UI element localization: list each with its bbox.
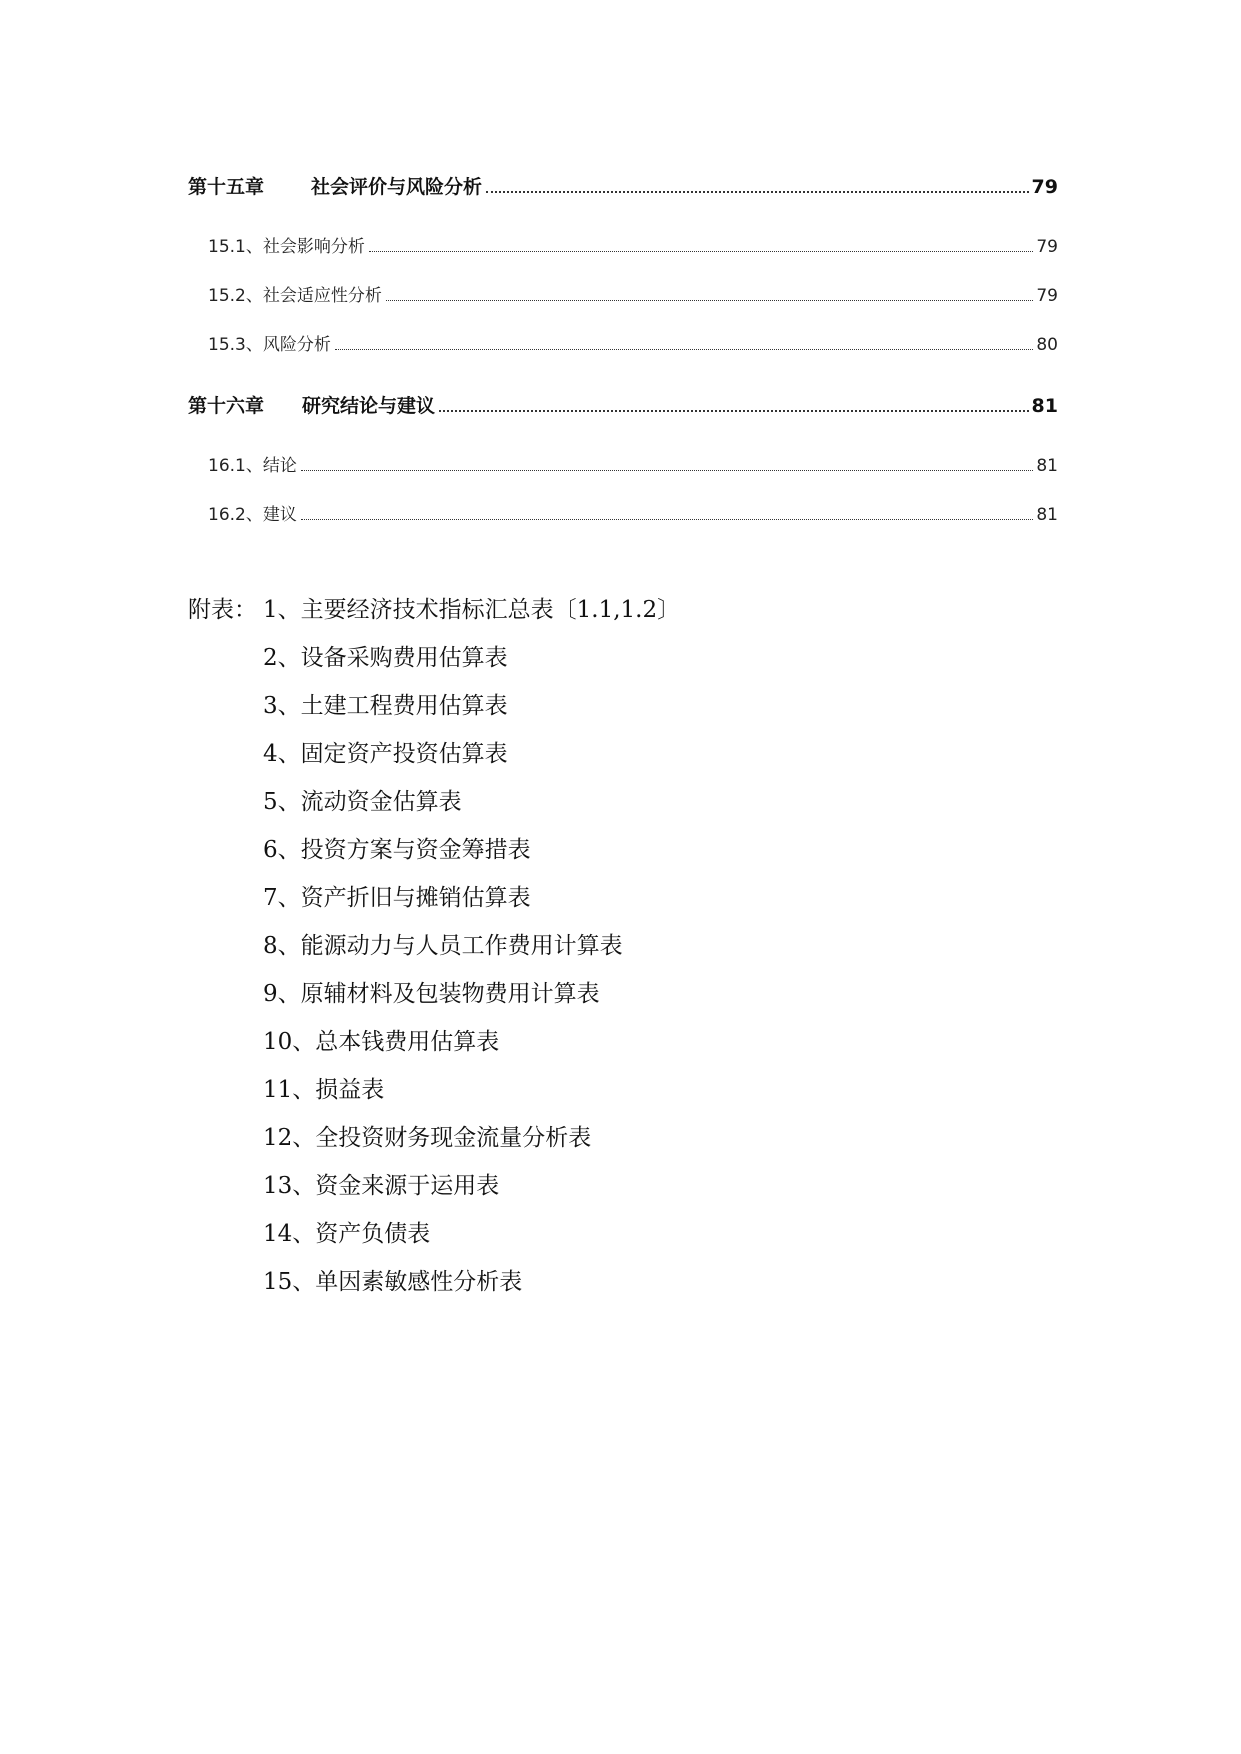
toc-section-16-2[interactable] [188,500,1058,525]
appendix-item [188,1162,680,1210]
toc-section-number: 15.3、 [208,335,263,355]
toc-chapter-title: 研究结论与建议 [302,395,436,417]
toc-section-number: 15.2、 [208,286,263,306]
appendix-item [188,970,680,1018]
toc-leader-dots [369,251,1034,252]
toc-chapter-title: 社会评价与风险分析 [311,176,483,198]
toc-section-16-1[interactable] [188,451,1058,476]
appendix-item [188,586,680,634]
toc-page-number: 81 [1036,505,1058,525]
appendix-item [188,1258,680,1306]
appendix-item-text: 8、能源动力与人员工作费用计算表 [263,933,623,959]
appendix-item-text: 5、流动资金估算表 [263,789,462,815]
toc-page-number: 79 [1036,286,1058,306]
appendix-item-text: 9、原辅材料及包装物费用计算表 [263,981,600,1007]
appendix-item-text: 12、全投资财务现金流量分析表 [263,1125,592,1151]
appendix-item [188,634,680,682]
appendix-item-text: 4、固定资产投资估算表 [263,741,508,767]
appendix-item-text: 15、单因素敏感性分析表 [263,1269,523,1295]
appendix-item-text: 2、设备采购费用估算表 [263,645,508,671]
appendix-item [188,922,680,970]
toc-page-number: 79 [1031,176,1058,198]
appendix-item-text: 6、投资方案与资金筹措表 [263,837,531,863]
toc-leader-dots [386,300,1034,301]
toc-section-title: 建议 [262,505,297,525]
toc-chapter-16[interactable] [188,391,1058,418]
appendix-item [188,1114,680,1162]
toc-section-15-2[interactable] [188,281,1058,306]
appendix-item [188,730,680,778]
toc-section-15-1[interactable] [188,232,1058,257]
toc-section-title: 社会影响分析 [262,237,365,257]
appendix-item-text: 13、资金来源于运用表 [263,1173,500,1199]
toc-section-title: 社会适应性分析 [262,286,382,306]
toc-section-number: 16.2、 [208,505,263,525]
toc-leader-dots [301,519,1034,520]
toc-section-title: 结论 [262,456,297,476]
toc-section-title: 风险分析 [262,335,331,355]
toc-leader-dots [439,410,1029,412]
appendix-item [188,1066,680,1114]
toc-chapter-number: 第十六章 [188,395,265,417]
toc-page-number: 79 [1036,237,1058,257]
appendix-item [188,682,680,730]
toc-page-number: 81 [1031,395,1058,417]
toc-leader-dots [486,191,1029,193]
appendix-list [188,586,680,1306]
appendix-item [188,778,680,826]
toc-chapter-number: 第十五章 [188,176,265,198]
appendix-item [188,826,680,874]
toc-leader-dots [335,349,1034,350]
appendix-item-text: 10、总本钱费用估算表 [263,1029,500,1055]
appendix-label: 附表： [188,597,257,623]
appendix-item-text: 7、资产折旧与摊销估算表 [263,885,531,911]
appendix-item-text: 14、资产负债表 [263,1221,431,1247]
appendix-item-text: 11、损益表 [263,1077,385,1103]
toc-page-number: 80 [1036,335,1058,355]
appendix-item-text: 3、土建工程费用估算表 [263,693,508,719]
appendix-item-text: 1、主要经济技术指标汇总表〔1.1,1.2〕 [263,597,681,623]
appendix-item [188,1018,680,1066]
appendix-item [188,874,680,922]
toc-chapter-15[interactable] [188,172,1058,199]
appendix-item [188,1210,680,1258]
toc-section-number: 15.1、 [208,237,263,257]
toc-section-15-3[interactable] [188,330,1058,355]
toc-leader-dots [301,470,1034,471]
toc-section-number: 16.1、 [208,456,263,476]
toc-page-number: 81 [1036,456,1058,476]
